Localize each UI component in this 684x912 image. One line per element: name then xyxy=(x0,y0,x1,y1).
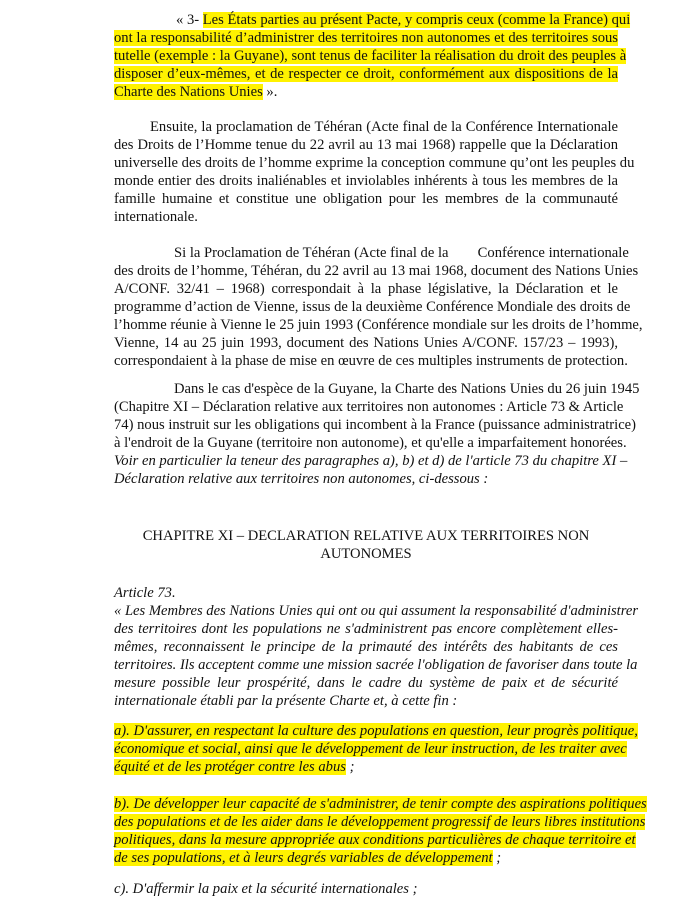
article-line: territoires. Ils acceptent comme une mission sacrée l'obligation de favoriser dans toute la xyxy=(114,657,638,673)
teheran-paragraph xyxy=(114,118,635,226)
chapter-heading-line: AUTONOMES xyxy=(320,546,412,562)
text-line: famille humaine et constitue une obligation pour les membres de la communauté xyxy=(114,191,618,207)
highlighted-line: ont la responsabilité d’administrer des territoires non autonomes et des territoires sous xyxy=(114,30,618,46)
article-item-c xyxy=(114,880,618,898)
item-c-text: c). D'affermir la paix et la sécurité internationales ; xyxy=(114,881,418,897)
highlighted-line: politiques, dans la mesure appropriée aux conditions particulières de chaque territoire et xyxy=(114,832,636,848)
highlighted-line: équité et de les protéger contre les abus xyxy=(114,759,346,775)
highlighted-line: b). De développer leur capacité de s'administrer, de tenir compte des aspirations politiques xyxy=(114,796,647,812)
highlighted-line: Charte des Nations Unies xyxy=(114,84,263,100)
text-line: à l'endroit de la Guyane (territoire non autonome), et qu'elle a imparfaitement honorées. xyxy=(114,435,627,451)
text-line: Si la Proclamation de Téhéran (Acte final de la Conférence internationale xyxy=(174,245,629,261)
text-line: correspondaient à la phase de mise en œuvre de ces multiples instruments de protection. xyxy=(114,353,628,369)
chapter-heading xyxy=(114,527,618,563)
highlighted-line: économique et social, ainsi que le développement de leur instruction, de les traiter avec xyxy=(114,741,627,757)
highlighted-line: de ses populations, et à leurs degrés variables de développement xyxy=(114,850,493,866)
guyane-paragraph xyxy=(114,380,640,488)
highlighted-line: a). D'assurer, en respectant la culture des populations en question, leur progrès politique, xyxy=(114,723,638,739)
chapter-heading-line: CHAPITRE XI – DECLARATION RELATIVE AUX TERRITOIRES NON xyxy=(142,528,590,544)
highlighted-line: tutelle (exemple : la Guyane), sont tenus de faciliter la réalisation du droit des peuples à xyxy=(114,48,627,64)
article-title: Article 73. xyxy=(114,585,176,601)
text-line: internationale. xyxy=(114,209,198,225)
highlighted-line: des populations et de les aider dans le développement progressif de leurs libres institutions xyxy=(114,814,646,830)
article-line: internationale établi par la présente Charte et, à cette fin : xyxy=(114,693,458,709)
article-item-a xyxy=(114,722,638,776)
item-suffix: ; xyxy=(345,759,355,775)
text-line: monde entier des droits inaliénables et inviolables inhérents à tous les membres de la xyxy=(114,173,618,189)
text-line: des droits de l’homme, Téhéran, du 22 avril au 13 mai 1968, document des Nations Unies xyxy=(114,263,639,279)
article-line: mêmes, reconnaissent le principe de la primauté des intérêts des habitants de ces xyxy=(114,639,618,655)
text-line: Ensuite, la proclamation de Téhéran (Acte final de la Conférence Internationale xyxy=(150,119,618,135)
text-line: (Chapitre XI – Déclaration relative aux territoires non autonomes : Article 73 & Article xyxy=(114,399,624,415)
quote-suffix: ». xyxy=(262,84,278,100)
item-suffix: ; xyxy=(492,850,502,866)
article-line: mesure possible leur prospérité, dans le cadre du système de paix et de sécurité xyxy=(114,675,618,691)
highlighted-line: disposer d’eux-mêmes, et de respecter ce droit, conformément aux dispositions de la xyxy=(114,66,618,82)
quote-prefix: « 3- xyxy=(176,12,203,28)
vienne-paragraph xyxy=(114,244,643,370)
article-line: des territoires dont les populations ne s'administrent pas encore complètement elles- xyxy=(114,621,618,637)
text-line: Vienne, 14 au 25 juin 1993, document des Nations Unies A/CONF. 157/23 – 1993), xyxy=(114,335,618,351)
text-line: universelle des droits de l’homme exprime la conception commune qu’ont les peuples du xyxy=(114,155,635,171)
text-line: Dans le cas d'espèce de la Guyane, la Charte des Nations Unies du 26 juin 1945 xyxy=(174,381,640,397)
text-line: l’homme réunie à Vienne le 25 juin 1993 (Conférence mondiale sur les droits de l’homme, xyxy=(114,317,643,333)
article-item-b xyxy=(114,795,647,867)
text-line: 74) nous instruit sur les obligations qui incombent à la France (puissance administratrice) xyxy=(114,417,637,433)
quote-paragraph-3 xyxy=(114,11,631,101)
text-line: A/CONF. 32/41 – 1968) correspondait à la phase législative, la Déclaration et le xyxy=(114,281,618,297)
italic-line: Voir en particulier la teneur des paragraphes a), b) et d) de l'article 73 du chapitre XI – xyxy=(114,453,628,469)
article-line: « Les Membres des Nations Unies qui ont ou qui assument la responsabilité d'administrer xyxy=(114,603,639,619)
text-line: programme d’action de Vienne, issus de la deuxième Conférence Mondiale des droits de xyxy=(114,299,631,315)
italic-line: Déclaration relative aux territoires non autonomes, ci-dessous : xyxy=(114,471,489,487)
text-line: des Droits de l’Homme tenue du 22 avril au 13 mai 1968) rappelle que la Déclaration xyxy=(114,137,618,153)
highlighted-line: Les États parties au présent Pacte, y compris ceux (comme la France) qui xyxy=(202,12,631,28)
article-73 xyxy=(114,584,639,710)
